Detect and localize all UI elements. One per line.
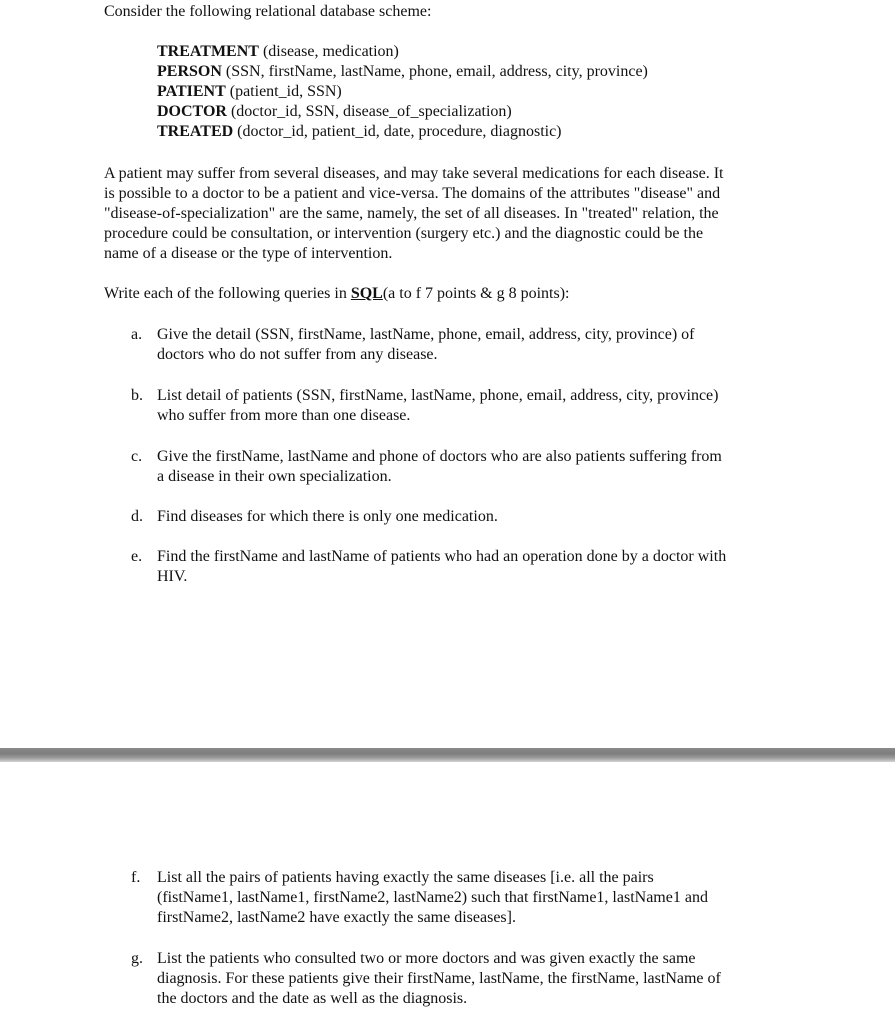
intro-text: Consider the following relational database scheme: xyxy=(104,3,432,20)
instruction-text xyxy=(104,284,570,304)
page-2 xyxy=(0,762,895,1024)
question-letter: d. xyxy=(131,508,143,525)
schema-patient xyxy=(157,82,342,102)
question-line: Find the firstName and lastName of patients who had an operation done by a doctor with xyxy=(157,548,727,565)
question-letter: f. xyxy=(131,869,141,886)
question-letter: e. xyxy=(131,548,143,565)
relation-name: PATIENT xyxy=(157,83,226,100)
schema-treatment xyxy=(157,42,399,62)
schema-person xyxy=(157,62,648,82)
question-line: Give the detail (SSN, firstName, lastName, phone, email, address, city, province) of xyxy=(157,326,695,343)
relation-name: PERSON xyxy=(157,63,222,80)
question-line: the doctors and the date as well as the diagnosis. xyxy=(157,990,468,1007)
schema-treated xyxy=(157,122,562,142)
question-line: List detail of patients (SSN, firstName, lastName, phone, email, address, city, province) xyxy=(157,387,719,404)
description-line: is possible to a doctor to be a patient and vice-versa. The domains of the attributes "disease" and xyxy=(104,185,721,202)
page-break-divider xyxy=(0,748,895,762)
description-line: procedure could be consultation, or intervention (surgery etc.) and the diagnostic could be the xyxy=(104,225,704,242)
description-line: A patient may suffer from several diseases, and may take several medications for each disease. It xyxy=(104,165,724,182)
question-letter: b. xyxy=(131,387,143,404)
relation-name: DOCTOR xyxy=(157,103,227,120)
description-line: name of a disease or the type of intervention. xyxy=(104,245,393,262)
question-letter: a. xyxy=(131,326,143,343)
question-line: firstName2, lastName2 have exactly the same diseases]. xyxy=(157,909,516,926)
relation-attributes: (patient_id, SSN) xyxy=(229,83,342,100)
schema-doctor xyxy=(157,102,512,122)
question-line: a disease in their own specialization. xyxy=(157,468,392,485)
question-letter: g. xyxy=(131,950,143,967)
relation-name: TREATED xyxy=(157,123,234,140)
question-line: doctors who do not suffer from any disease. xyxy=(157,346,438,363)
relation-attributes: (disease, medication) xyxy=(262,43,399,60)
question-line: List the patients who consulted two or more doctors and was given exactly the same xyxy=(157,950,696,967)
instruction-before: Write each of the following queries in xyxy=(104,285,351,302)
relation-name: TREATMENT xyxy=(157,43,259,60)
relation-attributes: (doctor_id, patient_id, date, procedure, diagnostic) xyxy=(237,123,562,140)
description-line: "disease-of-specialization" are the same, namely, the set of all diseases. In "treated" relation, the xyxy=(104,205,719,222)
question-line: HIV. xyxy=(157,568,188,585)
question-line: (fistName1, lastName1, firstName2, lastName2) such that firstName1, lastName1 and xyxy=(157,889,708,906)
question-line: who suffer from more than one disease. xyxy=(157,407,411,424)
question-letter: c. xyxy=(131,448,143,465)
relation-attributes: (doctor_id, SSN, disease_of_specialization) xyxy=(230,103,512,120)
question-line: Find diseases for which there is only one medication. xyxy=(157,508,498,525)
instruction-after: (a to f 7 points & g 8 points): xyxy=(382,285,570,302)
question-line: diagnosis. For these patients give their firstName, lastName, the firstName, lastName of xyxy=(157,970,721,987)
question-line: Give the firstName, lastName and phone of doctors who are also patients suffering from xyxy=(157,448,722,465)
question-line: List all the pairs of patients having exactly the same diseases [i.e. all the pairs xyxy=(157,869,654,886)
sql-keyword: SQL xyxy=(350,285,383,302)
relation-attributes: (SSN, firstName, lastName, phone, email, address, city, province) xyxy=(225,63,648,80)
